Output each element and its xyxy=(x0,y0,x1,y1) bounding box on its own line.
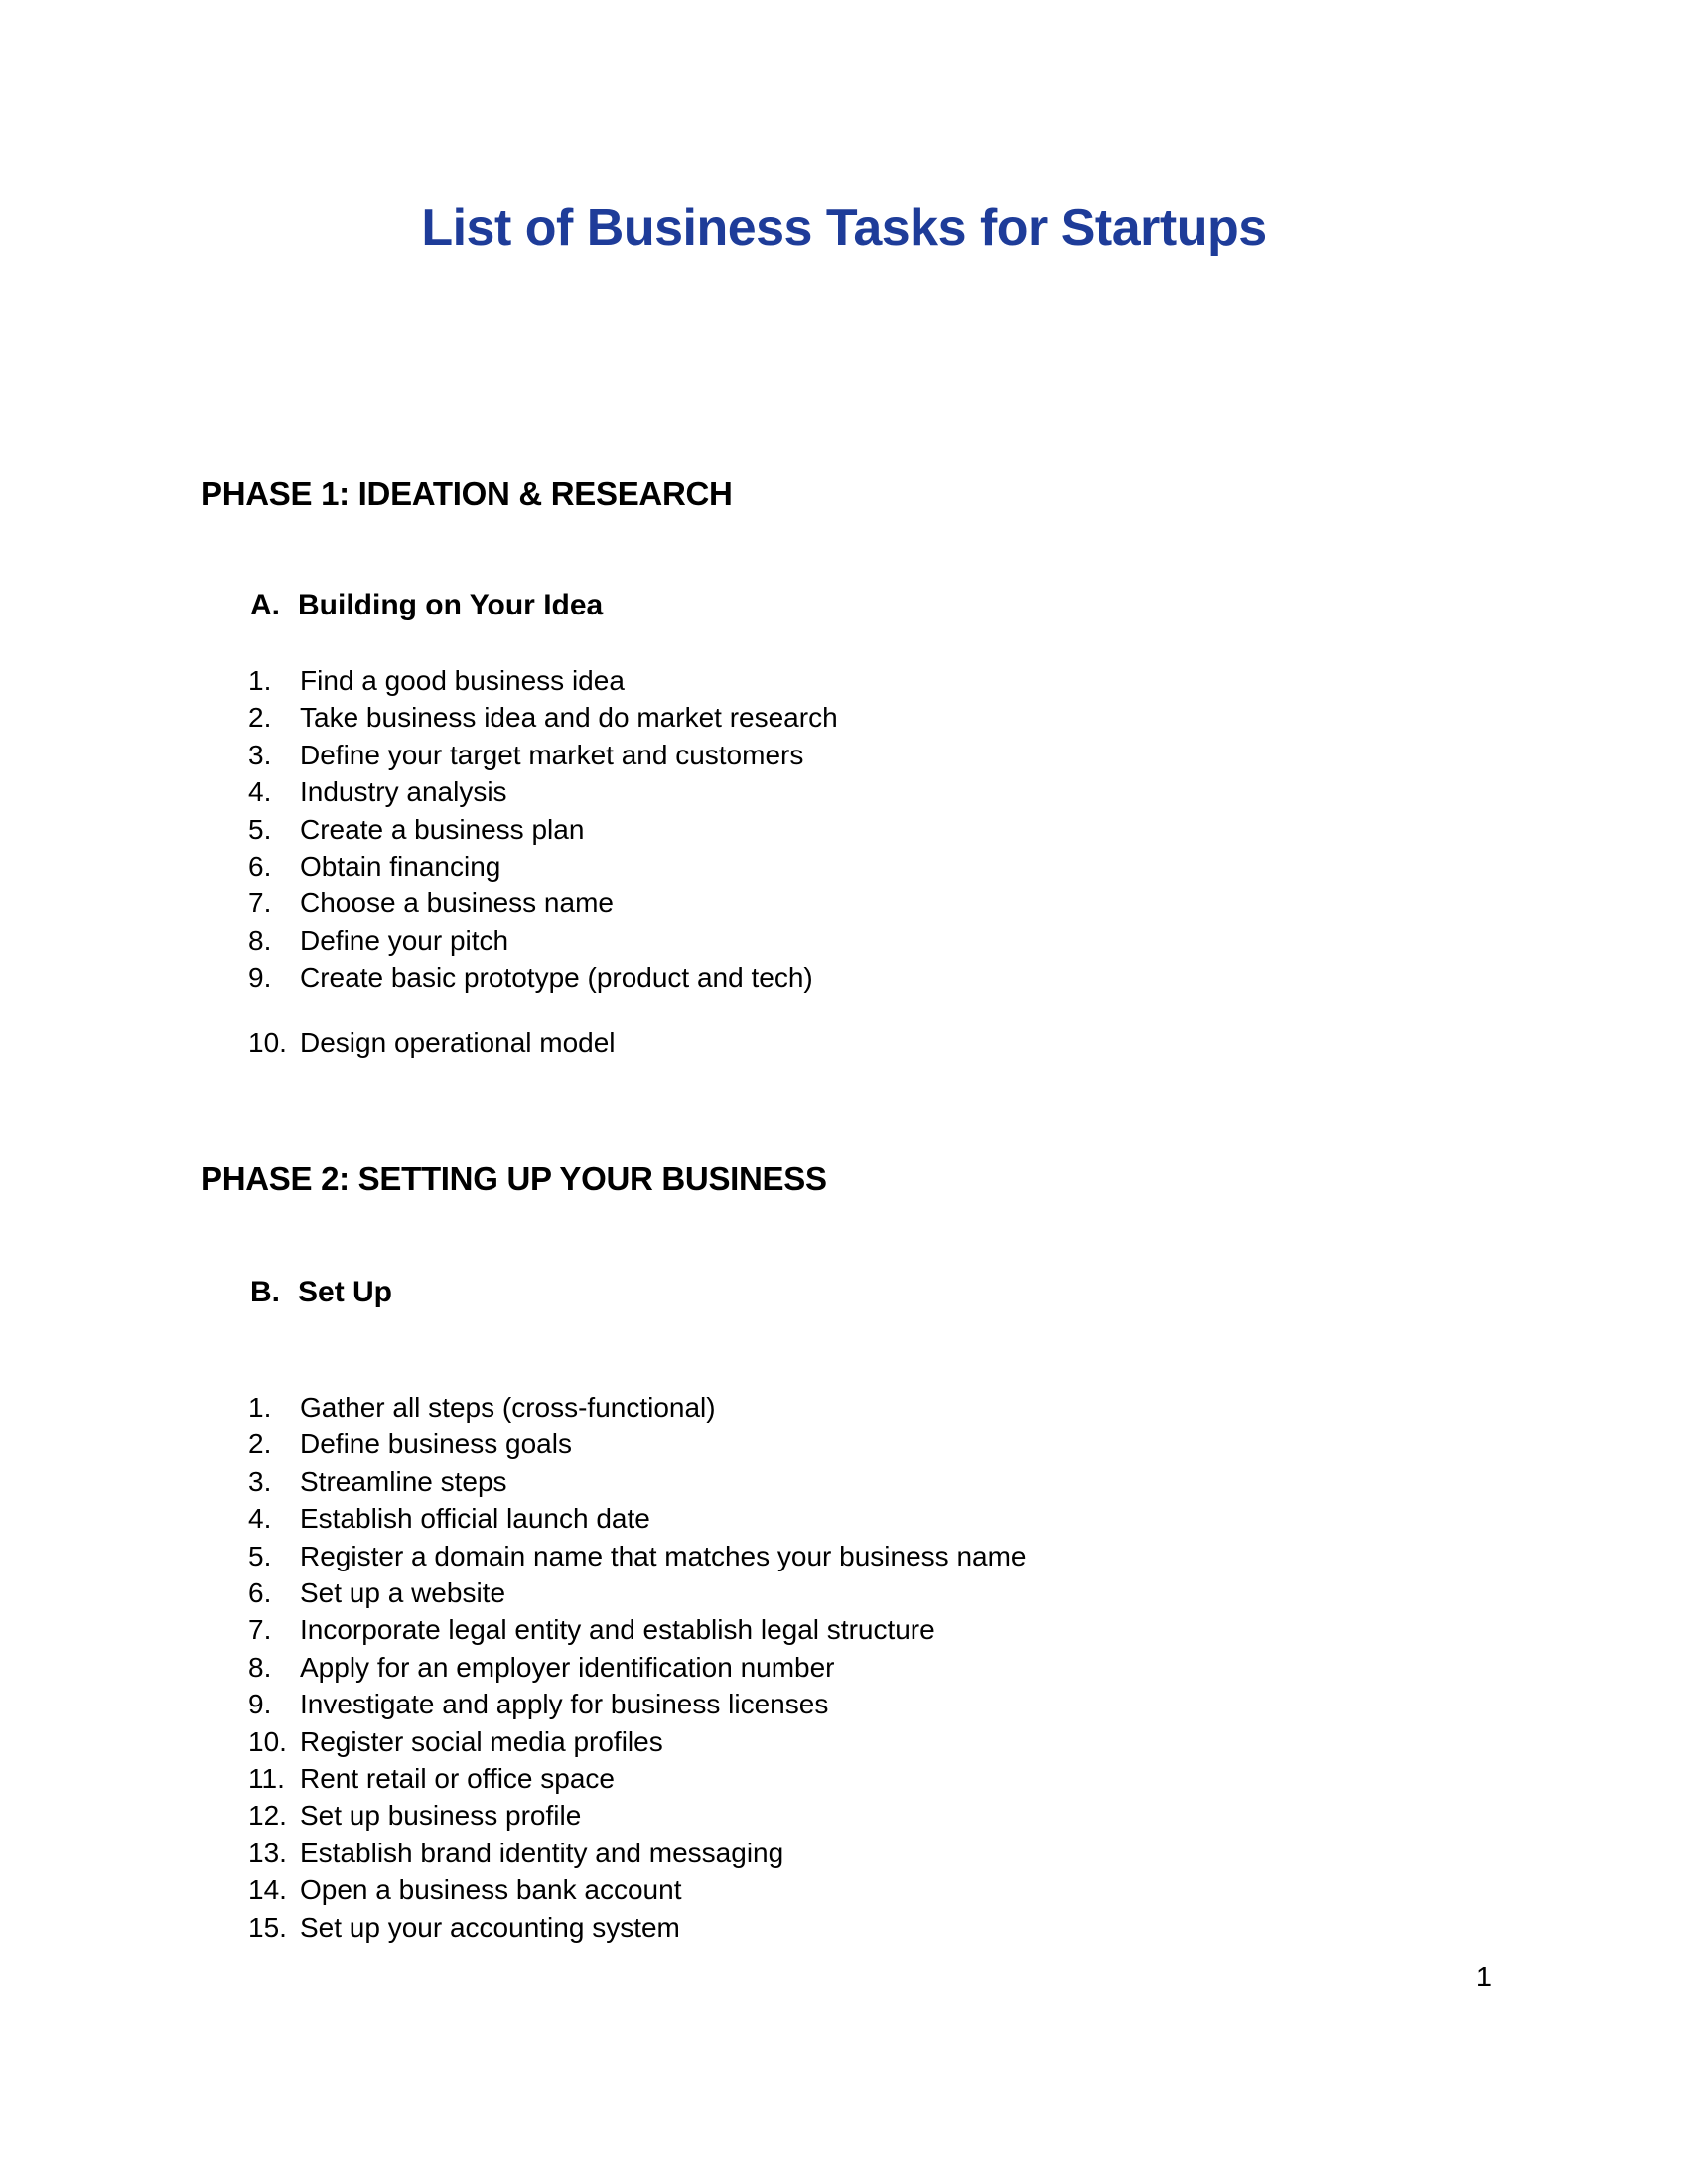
item-number: 1. xyxy=(248,665,272,696)
list-item xyxy=(248,1389,1027,1426)
item-number: 4. xyxy=(248,776,272,808)
phase-1-task-list xyxy=(248,662,838,997)
list-item xyxy=(248,1500,1027,1537)
list-item xyxy=(248,811,838,848)
item-number: 9. xyxy=(248,1689,272,1720)
item-text: Obtain financing xyxy=(300,851,501,883)
item-number: 7. xyxy=(248,1614,272,1646)
section-b-letter: B. xyxy=(250,1276,280,1308)
section-a-title: Building on Your Idea xyxy=(298,589,604,621)
list-item xyxy=(248,1760,1027,1797)
item-text: Find a good business idea xyxy=(300,665,625,696)
item-text: Design operational model xyxy=(300,1027,616,1058)
list-item xyxy=(248,737,838,773)
section-a-letter: A. xyxy=(250,589,280,621)
item-number: 11. xyxy=(248,1763,285,1795)
item-text: Apply for an employer identification number xyxy=(300,1651,835,1683)
item-text: Streamline steps xyxy=(300,1465,507,1497)
list-item xyxy=(248,1686,1027,1722)
list-item xyxy=(248,1611,1027,1648)
page-title: List of Business Tasks for Startups xyxy=(421,200,1267,257)
list-item xyxy=(248,1835,1027,1871)
list-item xyxy=(248,885,838,921)
list-item xyxy=(248,699,838,736)
item-text: Set up your accounting system xyxy=(300,1911,680,1943)
list-item xyxy=(248,1463,1027,1500)
page-number: 1 xyxy=(1476,1962,1492,1993)
item-text: Establish brand identity and messaging xyxy=(300,1837,784,1868)
item-text: Define business goals xyxy=(300,1429,572,1460)
item-text: Register a domain name that matches your business name xyxy=(300,1540,1027,1571)
item-text: Establish official launch date xyxy=(300,1503,650,1535)
list-item xyxy=(248,922,838,959)
item-number: 15. xyxy=(248,1911,287,1943)
phase-1-task-list-continued xyxy=(248,1024,616,1061)
item-text: Open a business bank account xyxy=(300,1874,682,1906)
item-number: 7. xyxy=(248,887,272,919)
item-number: 13. xyxy=(248,1837,287,1868)
list-item xyxy=(248,1909,1027,1946)
item-number: 6. xyxy=(248,851,272,883)
list-item xyxy=(248,1723,1027,1760)
list-item xyxy=(248,1426,1027,1462)
item-text: Define your pitch xyxy=(300,924,509,956)
item-text: Create a business plan xyxy=(300,813,585,845)
item-number: 14. xyxy=(248,1874,287,1906)
item-number: 8. xyxy=(248,1651,272,1683)
item-number: 3. xyxy=(248,739,272,770)
list-item xyxy=(248,1024,616,1061)
item-text: Register social media profiles xyxy=(300,1725,663,1757)
item-number: 1. xyxy=(248,1392,272,1423)
item-text: Rent retail or office space xyxy=(300,1763,615,1795)
item-number: 8. xyxy=(248,924,272,956)
list-item xyxy=(248,848,838,885)
item-number: 6. xyxy=(248,1577,272,1609)
item-number: 2. xyxy=(248,1429,272,1460)
item-text: Gather all steps (cross-functional) xyxy=(300,1392,716,1423)
item-text: Create basic prototype (product and tech) xyxy=(300,962,813,994)
item-text: Set up a website xyxy=(300,1577,506,1609)
item-number: 2. xyxy=(248,702,272,734)
item-number: 4. xyxy=(248,1503,272,1535)
section-a-heading xyxy=(250,591,603,620)
list-item xyxy=(248,1649,1027,1686)
item-number: 5. xyxy=(248,1540,272,1571)
item-number: 5. xyxy=(248,813,272,845)
list-item xyxy=(248,1871,1027,1908)
item-number: 10. xyxy=(248,1725,287,1757)
item-text: Set up business profile xyxy=(300,1800,582,1832)
section-b-title: Set Up xyxy=(298,1276,393,1308)
list-item xyxy=(248,959,838,996)
phase-1-heading: PHASE 1: IDEATION & RESEARCH xyxy=(201,476,733,512)
section-b-heading xyxy=(250,1278,392,1307)
list-item xyxy=(248,773,838,810)
list-item xyxy=(248,1797,1027,1834)
item-text: Investigate and apply for business licenses xyxy=(300,1689,829,1720)
item-number: 10. xyxy=(248,1027,287,1058)
list-item xyxy=(248,1538,1027,1574)
item-text: Industry analysis xyxy=(300,776,507,808)
item-number: 9. xyxy=(248,962,272,994)
item-number: 12. xyxy=(248,1800,287,1832)
item-text: Choose a business name xyxy=(300,887,614,919)
item-text: Define your target market and customers xyxy=(300,739,804,770)
list-item xyxy=(248,662,838,699)
item-number: 3. xyxy=(248,1465,272,1497)
phase-2-task-list xyxy=(248,1389,1027,1946)
item-text: Incorporate legal entity and establish legal structure xyxy=(300,1614,935,1646)
list-item xyxy=(248,1574,1027,1611)
phase-2-heading: PHASE 2: SETTING UP YOUR BUSINESS xyxy=(201,1160,827,1197)
item-text: Take business idea and do market research xyxy=(300,702,838,734)
